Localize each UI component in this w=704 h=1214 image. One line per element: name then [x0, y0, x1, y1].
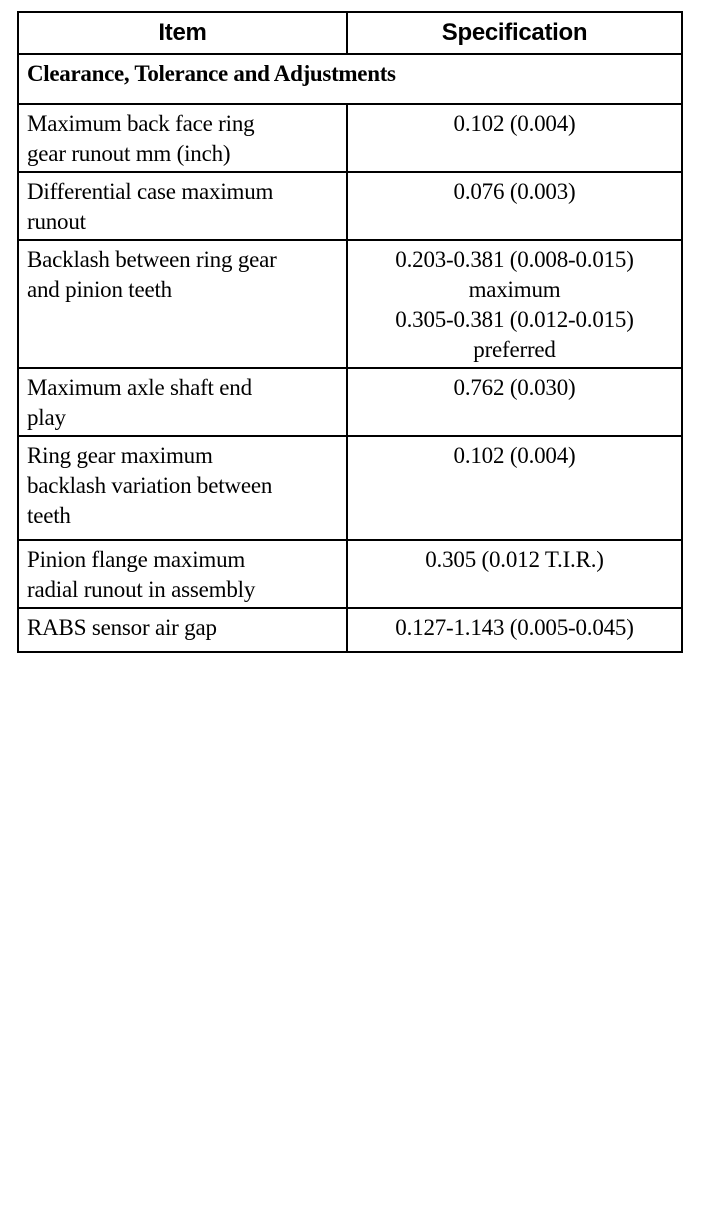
item-cell: [18, 436, 347, 540]
spec-text: preferred: [473, 337, 556, 362]
spec-text: 0.305 (0.012 T.I.R.): [425, 547, 604, 572]
header-item: Item: [18, 12, 347, 54]
item-text: Ring gear maximum: [27, 443, 213, 468]
table-row: [18, 436, 682, 540]
spec-cell: [347, 540, 682, 608]
spec-cell: [347, 368, 682, 436]
table-row: [18, 104, 682, 172]
item-text: play: [27, 405, 66, 430]
section-title: Clearance, Tolerance and Adjustments: [18, 54, 682, 104]
item-cell: [18, 104, 347, 172]
spec-cell: [347, 172, 682, 240]
item-text: teeth: [27, 503, 71, 528]
spec-text: 0.203-0.381 (0.008-0.015): [395, 247, 634, 272]
item-text: RABS sensor air gap: [27, 615, 217, 640]
item-cell: [18, 368, 347, 436]
item-cell: [18, 540, 347, 608]
item-text: runout: [27, 209, 86, 234]
item-text: Differential case maximum: [27, 179, 274, 204]
table-row: [18, 240, 682, 368]
table-row: [18, 540, 682, 608]
specification-table: [17, 11, 683, 653]
item-text: Maximum axle shaft end: [27, 375, 252, 400]
spec-text: 0.076 (0.003): [453, 179, 576, 204]
spec-text: 0.102 (0.004): [453, 111, 576, 136]
item-text: backlash variation between: [27, 473, 273, 498]
section-row: [18, 54, 682, 104]
spec-text: 0.127-1.143 (0.005-0.045): [395, 615, 634, 640]
item-cell: [18, 608, 347, 652]
spec-cell: [347, 436, 682, 540]
item-cell: [18, 172, 347, 240]
table-row: [18, 368, 682, 436]
spec-cell: [347, 608, 682, 652]
item-text: Pinion flange maximum: [27, 547, 246, 572]
item-text: Maximum back face ring: [27, 111, 255, 136]
spec-text: 0.305-0.381 (0.012-0.015): [395, 307, 634, 332]
spec-text: maximum: [468, 277, 561, 302]
header-specification: Specification: [347, 12, 682, 54]
table-row: [18, 608, 682, 652]
item-text: gear runout mm (inch): [27, 141, 231, 166]
item-text: radial runout in assembly: [27, 577, 256, 602]
table-row: [18, 172, 682, 240]
item-cell: [18, 240, 347, 368]
header-row: [18, 12, 682, 54]
item-text: Backlash between ring gear: [27, 247, 277, 272]
spec-cell: [347, 104, 682, 172]
spec-text: 0.762 (0.030): [453, 375, 576, 400]
item-text: and pinion teeth: [27, 277, 172, 302]
spec-cell: [347, 240, 682, 368]
spec-text: 0.102 (0.004): [453, 443, 576, 468]
